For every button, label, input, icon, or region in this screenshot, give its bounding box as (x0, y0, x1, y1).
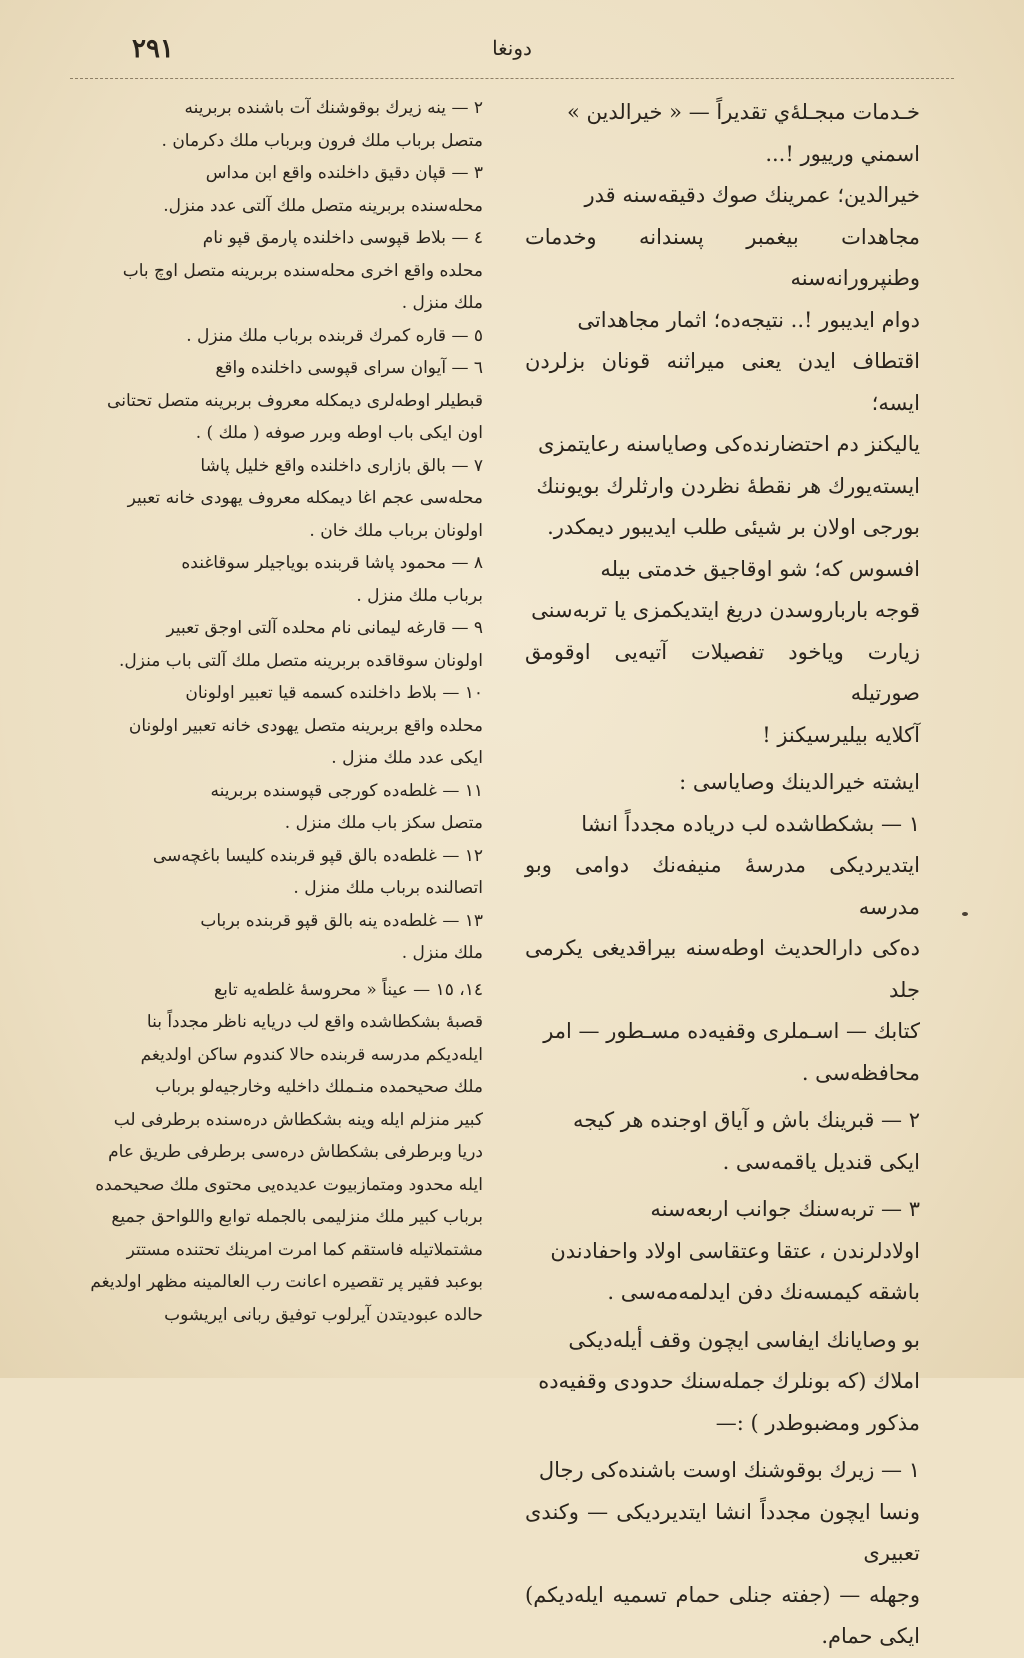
text-line: ١٤، ١٥ — عيناً « محروسهٔ غلطه‌يه تابع (214, 979, 483, 1000)
text-line: ايله‌ديكم مدرسه قربنده حالا كندوم ساكن اولديغم (140, 1044, 483, 1065)
text-line: ٩ — قارغه ليمانى نام محلده آلتى اوجق تعبير (166, 618, 483, 638)
text-line: ايشته خيرالدينك وصاياسى : (679, 770, 920, 794)
running-title: دونغا (492, 36, 532, 60)
text-line: ده‌كى دارالحديث اوطه‌سنه بيراقديغى يكرمى جلد (525, 936, 920, 1002)
text-line: ايتديرديكى مدرسهٔ منيفه‌نك دوامى وبو مدرسه‌ (525, 853, 920, 919)
right-text-column (525, 92, 920, 1658)
text-line: ياليكنز دم احتضارنده‌كى وصاياسنه رعايتمزى (537, 432, 920, 456)
text-line: ايكى قنديل ياقمه‌سى . (722, 1149, 920, 1174)
text-line: مجاهدات بيغمبر پسندانه وخدمات وطنپرورانه‌سنه (525, 224, 920, 290)
text-line: محلده واقع بربرينه متصل يهودى خانه تعبير اولونان (128, 715, 483, 736)
text-line: اولونان برباب ملك خان . (309, 520, 483, 541)
text-line: اتصالنده برباب ملك منزل . (293, 878, 483, 898)
text-line: ١١ — غلطه‌ده كورجى قپوسنده بربرينه (210, 780, 483, 801)
text-line: ملك منزل . (401, 943, 483, 963)
text-line: ٨ — محمود پاشا قربنده بوياجيلر سوقاغنده (181, 553, 483, 573)
text-line: ايسته‌يورك هر نقطهٔ نظردن وارثلرك بويوننك (536, 473, 920, 498)
text-line: اولونان سوقاقده بربرينه متصل ملك آلتى باب منزل. (118, 650, 483, 671)
text-line: قبطيلر اوطه‌لرى ديمكله معروف بربرينه متصل تحتانى (107, 390, 483, 411)
text-line: زيارت وياخود تفصيلات آتيه‌يى اوقومق صورتيله (525, 639, 920, 705)
text-line: دريا وبرطرفى بشكطاش دره‌سى برطرفى طريق عام (108, 1142, 483, 1162)
text-line: اون ايكى باب اوطه وبرر صوفه ( ملك ) . (195, 423, 483, 443)
text-line: ايكى عدد ملك منزل . (331, 748, 483, 768)
text-line: ١٠ — بلاط داخلنده كسمه قيا تعبير اولونان (185, 683, 483, 703)
text-line: ايله محدود ومتمازبيوت عديده‌يى محتوى ملك صحيحمده (95, 1174, 483, 1195)
text-line: اقتطاف ايدن يعنى ميراثنه قونان بزلردن ايسه؛ (525, 349, 920, 415)
text-line: خيرالدين؛ عمرينك صوك دقيقه‌سنه قدر (584, 183, 920, 207)
text-line: محله‌سنده بربرينه متصل ملك آلتى عدد منزل. (163, 195, 483, 216)
left-text-column (88, 92, 483, 1331)
text-line: ٣ — قپان دقيق داخلنده واقع ابن مداس (205, 163, 483, 183)
text-line: وجهله — (جفته جنلى حمام تسميه ايله‌ديكم) ايكى حمام. (525, 1582, 920, 1648)
text-line: ٢ — قبرينك باش و آياق اوجنده هر كيجه (572, 1108, 920, 1132)
text-line: اسمني ورييور !... (765, 141, 920, 166)
text-line: محلده واقع اخرى محله‌سنده بربرينه متصل اوچ باب (122, 260, 483, 281)
text-line: حالده عبوديتدن آيرلوب توفيق ربانى ايريشوب (164, 1304, 483, 1325)
text-line: كبير منزلم ايله وينه بشكطاش دره‌سنده برطرفى لب (113, 1109, 483, 1130)
text-line: دوام ايديبور !.. نتيجه‌ده؛ اثمار مجاهداتى (577, 307, 920, 332)
text-line: متصل سكز باب ملك منزل . (284, 813, 483, 833)
text-line: بوعبد فقير پر تقصيره اعانت رب العالمينه مظهر اولديغم (90, 1272, 483, 1292)
text-line: ٧ — بالق بازارى داخلنده واقع خليل پاشا (200, 455, 483, 476)
text-line: برباب كبير ملك منزليمى بالجمله توابع واللواحق جميع (111, 1207, 483, 1227)
text-line: قصبهٔ بشكطاشده واقع لب دريايه ناظر مجدداً بنا (146, 1012, 483, 1032)
page-header (70, 28, 954, 79)
text-line: بو وصايانك ايفاسى ايچون وقف أيله‌ديكى (568, 1327, 920, 1352)
text-line: افسوس كه؛ شو اوقاجيق خدمتى بيله (600, 556, 920, 581)
text-line: بورجى اولان بر شيئى طلب ايديبور ديمكدر. (547, 515, 920, 539)
text-line: مشتملاتيله فاستقم كما امرت امرينك تحتنده مستتر (126, 1239, 483, 1260)
text-line: ملك منزل . (401, 293, 483, 313)
text-line: ملك صحيحمده منـملك داخليه وخارجيه‌لو برباب (155, 1077, 483, 1097)
column-gutter (500, 85, 501, 1345)
text-line: محافظه‌سى . (801, 1060, 920, 1085)
text-line: ٣ — تربه‌سنك جوانب اربعه‌سنه (650, 1197, 920, 1221)
text-line: كتابك — اسـملرى وقفيه‌ده مسـطور — امر (543, 1019, 920, 1043)
text-line: برباب ملك منزل . (356, 585, 483, 606)
text-line: خـدمات مبجـلهٔ‌ي تقديراً — « خيرالدين » (566, 100, 920, 124)
text-line: اولادلرندن ، عتقا وعتقاسى اولاد واحفادندن (550, 1238, 920, 1263)
text-line: ١ — زيرك بوقوشنك اوست باشنده‌كى رجال (538, 1458, 920, 1482)
text-line: قوجه بارباروسدن دريغ ايتديكمزى يا تربه‌سنى (531, 598, 920, 622)
text-line: ٢ — ينه زيرك بوقوشنك آت باشنده بربرينه (184, 98, 483, 118)
text-line: املاك (كه بونلرك جمله‌سنك حدودى وقفيه‌ده (538, 1369, 920, 1393)
text-line: مذكور ومضبوطدر ) :— (715, 1410, 920, 1435)
text-line: ١٣ — غلطه‌ده ينه بالق قپو قربنده برباب (200, 910, 483, 931)
text-line: ٦ — آيوان سراى قپوسى داخلنده واقع (215, 358, 483, 378)
text-line: آكلايه بيليرسيكنز ! (762, 722, 920, 747)
text-line: ونسا ايچون مجدداً انشا ايتديرديكى — وكندى تعبيرى (525, 1499, 920, 1565)
text-line: ١ — بشكطاشده لب درياده مجدداً انشا (581, 811, 920, 836)
text-line: ٤ — بلاط قپوسى داخلنده پارمق قپو نام (202, 228, 483, 248)
ink-speck (962, 912, 968, 916)
text-line: باشقه كيمسه‌نك دفن ايدلمه‌مه‌سى . (607, 1280, 920, 1304)
text-line: ٥ — قاره كمرك قربنده برباب ملك منزل . (186, 325, 483, 346)
page-number: ٢٩١ (132, 34, 174, 64)
text-line: متصل برباب ملك فرون وبرباب ملك دكرمان . (161, 130, 483, 151)
text-line: محله‌سى عجم اغا ديمكله معروف يهودى خانه تعبير (127, 488, 483, 508)
text-line: ١٢ — غلطه‌ده بالق قپو قربنده كليسا باغچه‌سى (152, 845, 483, 866)
